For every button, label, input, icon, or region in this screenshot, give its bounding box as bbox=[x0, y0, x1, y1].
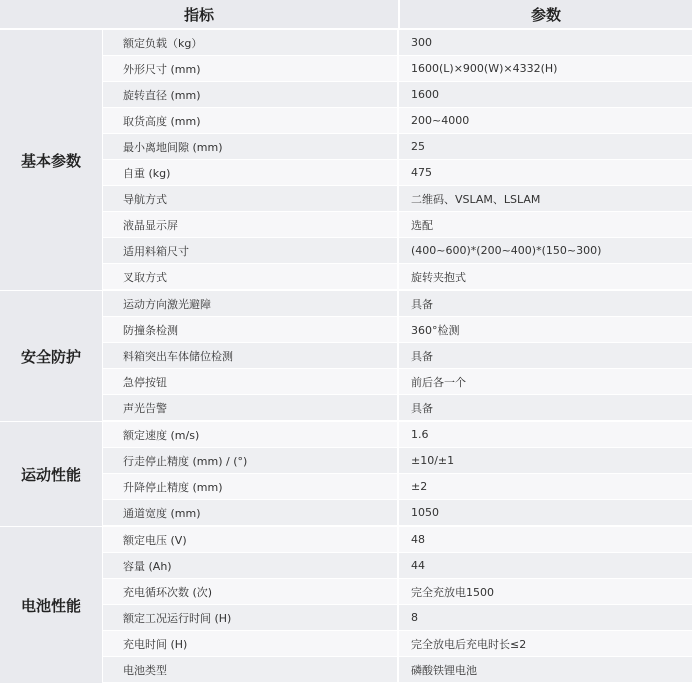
spec-name: 旋转直径 (mm) bbox=[103, 82, 399, 107]
spec-name: 最小离地间隙 (mm) bbox=[103, 134, 399, 159]
table-row bbox=[103, 369, 692, 395]
spec-name: 通道宽度 (mm) bbox=[103, 500, 399, 525]
spec-name: 导航方式 bbox=[103, 186, 399, 211]
spec-value: ±10/±1 bbox=[399, 448, 692, 473]
table-row bbox=[103, 657, 692, 683]
spec-name: 取货高度 (mm) bbox=[103, 108, 399, 133]
spec-name: 急停按钮 bbox=[103, 369, 399, 394]
spec-name: 额定负载（kg） bbox=[103, 30, 399, 55]
table-row bbox=[103, 579, 692, 605]
group-title: 安全防护 bbox=[0, 291, 103, 421]
table-row bbox=[103, 291, 692, 317]
table-row bbox=[103, 30, 692, 56]
table-row bbox=[103, 56, 692, 82]
spec-value: 前后各一个 bbox=[399, 369, 692, 394]
spec-value: 完全充放电1500 bbox=[399, 579, 692, 604]
table-row bbox=[103, 422, 692, 448]
spec-name: 外形尺寸 (mm) bbox=[103, 56, 399, 81]
spec-name: 防撞条检测 bbox=[103, 317, 399, 342]
spec-value: 1.6 bbox=[399, 422, 692, 447]
spec-value: ±2 bbox=[399, 474, 692, 499]
table-row bbox=[103, 474, 692, 500]
table-row bbox=[103, 82, 692, 108]
table-row bbox=[103, 605, 692, 631]
spec-value: 磷酸铁锂电池 bbox=[399, 657, 692, 682]
spec-value: 1600(L)×900(W)×4332(H) bbox=[399, 56, 692, 81]
table-row bbox=[103, 527, 692, 553]
spec-name: 运动方向激光避障 bbox=[103, 291, 399, 316]
table-row bbox=[103, 212, 692, 238]
table-row bbox=[103, 631, 692, 657]
spec-value: 475 bbox=[399, 160, 692, 185]
spec-group bbox=[0, 30, 692, 291]
spec-name: 额定电压 (V) bbox=[103, 527, 399, 552]
table-row bbox=[103, 448, 692, 474]
spec-value: 1600 bbox=[399, 82, 692, 107]
spec-name: 声光告警 bbox=[103, 395, 399, 420]
spec-value: 具备 bbox=[399, 343, 692, 368]
table-row bbox=[103, 160, 692, 186]
spec-value: 300 bbox=[399, 30, 692, 55]
table-row bbox=[103, 395, 692, 421]
spec-name: 充电时间 (H) bbox=[103, 631, 399, 656]
spec-name: 液晶显示屏 bbox=[103, 212, 399, 237]
spec-value: 48 bbox=[399, 527, 692, 552]
spec-value: 选配 bbox=[399, 212, 692, 237]
spec-name: 行走停止精度 (mm) / (°) bbox=[103, 448, 399, 473]
spec-name: 自重 (kg) bbox=[103, 160, 399, 185]
spec-value: 二维码、VSLAM、LSLAM bbox=[399, 186, 692, 211]
spec-name: 升降停止精度 (mm) bbox=[103, 474, 399, 499]
spec-group bbox=[0, 291, 692, 422]
spec-name: 容量 (Ah) bbox=[103, 553, 399, 578]
table-row bbox=[103, 108, 692, 134]
spec-value: 8 bbox=[399, 605, 692, 630]
spec-value: 25 bbox=[399, 134, 692, 159]
spec-name: 电池类型 bbox=[103, 657, 399, 682]
spec-name: 额定速度 (m/s) bbox=[103, 422, 399, 447]
spec-value: 具备 bbox=[399, 395, 692, 420]
group-rows bbox=[103, 527, 692, 683]
group-title: 运动性能 bbox=[0, 422, 103, 526]
spec-name: 充电循环次数 (次) bbox=[103, 579, 399, 604]
spec-rows bbox=[0, 30, 692, 684]
header-parameter: 参数 bbox=[400, 0, 692, 28]
table-row bbox=[103, 238, 692, 264]
spec-name: 料箱突出车体储位检测 bbox=[103, 343, 399, 368]
spec-value: 44 bbox=[399, 553, 692, 578]
spec-group bbox=[0, 422, 692, 527]
spec-value: 旋转夹抱式 bbox=[399, 264, 692, 289]
table-row bbox=[103, 264, 692, 290]
spec-value: 完全放电后充电时长≤2 bbox=[399, 631, 692, 656]
spec-name: 叉取方式 bbox=[103, 264, 399, 289]
table-row bbox=[103, 343, 692, 369]
group-rows bbox=[103, 291, 692, 421]
spec-group bbox=[0, 527, 692, 684]
group-rows bbox=[103, 30, 692, 290]
table-row bbox=[103, 134, 692, 160]
group-title: 基本参数 bbox=[0, 30, 103, 290]
spec-value: 1050 bbox=[399, 500, 692, 525]
table-row bbox=[103, 500, 692, 526]
spec-value: 200~4000 bbox=[399, 108, 692, 133]
header-indicator: 指标 bbox=[0, 0, 398, 28]
spec-name: 额定工况运行时间 (H) bbox=[103, 605, 399, 630]
spec-value: 具备 bbox=[399, 291, 692, 316]
group-title: 电池性能 bbox=[0, 527, 103, 683]
group-rows bbox=[103, 422, 692, 526]
spec-name: 适用料箱尺寸 bbox=[103, 238, 399, 263]
table-row bbox=[103, 317, 692, 343]
spec-value: 360°检测 bbox=[399, 317, 692, 342]
table-row bbox=[103, 553, 692, 579]
spec-value: (400~600)*(200~400)*(150~300) bbox=[399, 238, 692, 263]
table-row bbox=[103, 186, 692, 212]
